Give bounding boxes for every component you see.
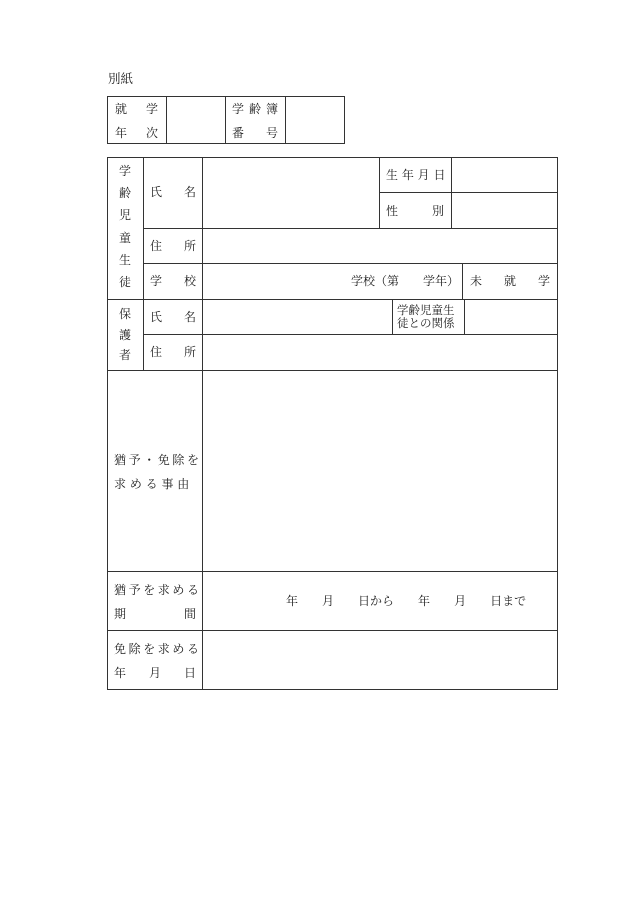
- birthdate-field[interactable]: [452, 158, 557, 192]
- sex-field[interactable]: [452, 193, 557, 227]
- grade-label-line2: 年 次: [115, 126, 158, 140]
- exemption-date-field[interactable]: [203, 631, 557, 689]
- exemption-label-line2: 年 月 日: [114, 666, 196, 680]
- guardian-address-field[interactable]: [203, 335, 557, 369]
- reason-field[interactable]: [203, 371, 557, 570]
- register-label-line2: 番 号: [232, 126, 278, 140]
- reason-label-line1: 猶予・免除を: [114, 453, 202, 467]
- attachment-label: 別紙: [108, 71, 134, 86]
- grade-value-field[interactable]: [167, 97, 224, 143]
- register-label-line1: 学 齢 簿: [232, 102, 278, 116]
- relation-field[interactable]: [465, 300, 557, 334]
- school-label: 学 校: [150, 274, 196, 288]
- student-address-label: 住 所: [150, 239, 196, 253]
- period-text[interactable]: 年 月 日から 年 月 日まで: [286, 594, 527, 608]
- guardian-name-field[interactable]: [203, 300, 391, 334]
- grade-label-line1: 就 学: [115, 102, 158, 116]
- period-label-line2: 期 間: [114, 607, 196, 621]
- period-label-line1: 猶予を求める: [114, 583, 202, 597]
- register-number-field[interactable]: [286, 97, 344, 143]
- guardian-name-label: 氏 名: [150, 310, 196, 324]
- reason-label-line2: 求 め る 事 由: [114, 477, 190, 491]
- birthdate-label: 生 年 月 日: [386, 168, 446, 182]
- student-name-label: 氏 名: [150, 185, 196, 199]
- student-name-field[interactable]: [203, 158, 378, 227]
- school-text: 学校（第 学年）: [351, 274, 460, 288]
- relation-label: 学齢児童生徒との関係: [397, 303, 455, 330]
- student-address-field[interactable]: [203, 229, 557, 263]
- exemption-label-line1: 免除を求める: [114, 642, 202, 656]
- student-section-label: 学 齢 児 童 生 徒: [118, 164, 131, 289]
- guardian-address-label: 住 所: [150, 345, 196, 359]
- sex-label: 性 別: [386, 204, 444, 218]
- not-enrolled-label[interactable]: 未 就 学: [470, 274, 550, 288]
- guardian-section-label: 保 護 者: [118, 307, 131, 362]
